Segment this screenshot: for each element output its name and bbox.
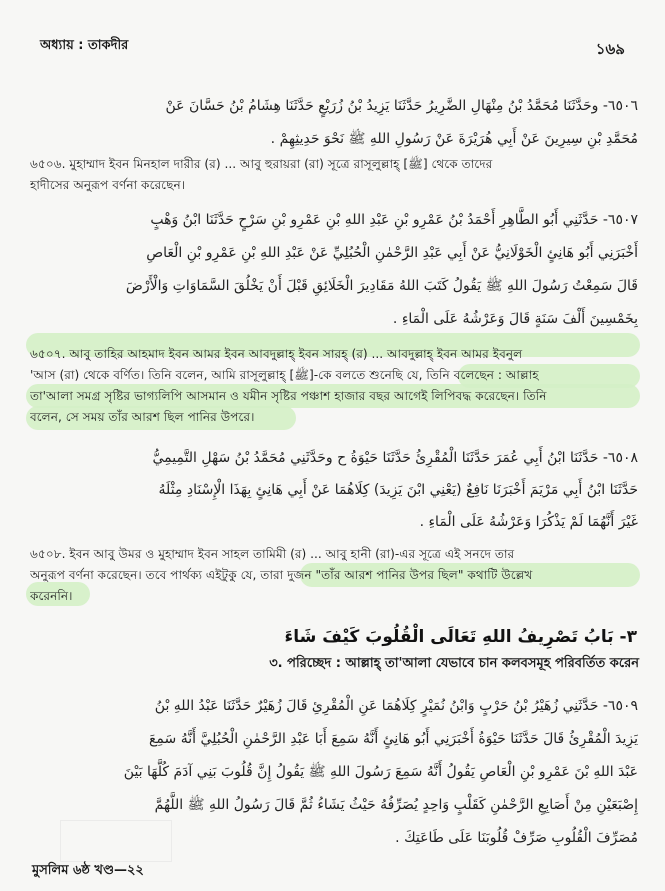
hadith-6506-arabic <box>30 90 638 156</box>
hadith-6507-bengali <box>30 344 642 428</box>
bengali-line: করেননি। <box>30 589 73 603</box>
bengali-line: তা'আলা সমগ্র সৃষ্টির ভাগ্যলিপি আসমান ও যমীন সৃষ্টির পঞ্চাশ হাজার বছর আগেই লিপিবদ্ধ করেছেন। তিনি <box>30 389 547 403</box>
bengali-line: বলেন, সে সময় তাঁর আরশ ছিল পানির উপরে। <box>30 410 255 424</box>
hadith-6507-arabic <box>30 204 638 336</box>
hadith-6508-arabic <box>30 442 638 538</box>
hadith-6506-bengali <box>30 154 642 196</box>
scan-watermark <box>60 820 172 862</box>
bengali-line: ৬৫০৮. ইবন আবু উমর ও মুহাম্মাদ ইবন সাহল তামিমী (র) ... আবু হানী (রা)-এর সূত্রে এই সনদে তার <box>30 547 515 561</box>
page-number: ১৬৯ <box>595 40 625 58</box>
arabic-line: بِخَمْسِينَ أَلْفَ سَنَةٍ قَالَ وَعَرْشُهُ عَلَى الْمَاءِ . <box>392 311 638 327</box>
bengali-line: ৬৫০৭. আবু তাহির আহমাদ ইবন আমর ইবন আবদুল্লাহ্ ইবন সারহ্ (র) ... আবদুল্লাহ্ ইবন আমর ইবনুল <box>30 347 523 361</box>
bengali-line: 'আস (রা) থেকে বর্ণিত। তিনি বলেন, আমি রাসূলুল্লাহ্ [ﷺ]-কে বলতে শুনেছি যে, তিনি বলেছেন : আল্লাহ <box>30 368 539 382</box>
arabic-line: قَالَ سَمِعْتُ رَسُولَ اللهِ ﷺ يَقُولُ كَتَبَ اللهُ مَقَادِيرَ الْخَلَائِقِ قَبْلَ أَنْ يَخْلُقَ السَّمَاوَاتِ وَالْأَرْضَ <box>125 278 638 294</box>
arabic-line: ٦٥٠٧- حَدَّثَنِي أَبُو الطَّاهِرِ أَحْمَدُ بْنُ عَمْرِو بْنِ عَبْدِ اللهِ بْنِ عَمْرِو بْنِ سَرْحٍ حَدَّثَنَا ابْنُ وَهْبٍ <box>150 212 638 228</box>
bengali-line: অনুরূপ বর্ণনা করেছেন। তবে পার্থক্য এইটুকু যে, তারা দুজন "তাঁর আরশ পানির উপর ছিল" কথাটি উল্লেখ <box>30 568 533 582</box>
arabic-line: عَبْدَ اللهِ بْنَ عَمْرِو بْنِ الْعَاصِ يَقُولُ أَنَّهُ سَمِعَ رَسُولَ اللهِ ﷺ يَقُولُ إِنَّ قُلُوبَ بَنِي آدَمَ كُلَّهَا بَيْنَ <box>123 764 638 780</box>
hadith-6508-bengali <box>30 544 642 607</box>
arabic-line: مُصَرِّفَ الْقُلُوبِ صَرِّفْ قُلُوبَنَا عَلَى طَاعَتِكَ . <box>395 830 638 846</box>
arabic-line: إِصْبَعَيْنِ مِنْ أَصَابِعِ الرَّحْمٰنِ كَقَلْبٍ وَاحِدٍ يُصَرِّفُهُ حَيْثُ يَشَاءُ ثُمَّ قَالَ رَسُولُ اللهِ ﷺ اللَّهُمَّ <box>154 797 638 813</box>
arabic-line: ٦٥٠٦- وحَدَّثَنَا مُحَمَّدُ بْنُ مِنْهَالِ الضَّرِيرُ حَدَّثَنَا يَزِيدُ بْنُ زُرَيْعٍ حَدَّثَنَا هِشَامُ بْنُ حَسَّانَ عَنْ <box>165 98 638 114</box>
arabic-line: مُحَمَّدِ بْنِ سِيرِينَ عَنْ أَبِي هُرَيْرَةَ عَنْ رَسُولِ اللهِ ﷺ نَحْوَ حَدِيثِهِمْ . <box>270 131 638 147</box>
chapter-header: অধ্যায় : তাকদীর <box>40 38 129 53</box>
page-footer: মুসলিম ৬ষ্ঠ খণ্ড—২২ <box>32 863 144 878</box>
arabic-line: حَدَّثَنَا ابْنُ أَبِي مَرْيَمَ أَخْبَرَنَا نَافِعٌ (يَعْنِي ابْنَ يَزِيدَ) كِلَاهُمَا عَنْ أَبِي هَانِئٍ بِهَذَا الْإِسْنَادِ مِثْلَهُ <box>158 482 638 498</box>
arabic-line: غَيْرَ أَنَّهُمَا لَمْ يَذْكُرَا وَعَرْشُهُ عَلَى الْمَاءِ . <box>419 514 638 530</box>
chapter-title-arabic: ٣- بَابُ تَصْرِيفُ اللهِ تَعَالَى الْقُلُوبَ كَيْفَ شَاءَ <box>284 627 637 647</box>
bengali-line: হাদীসের অনুরূপ বর্ণনা করেছেন। <box>30 178 186 192</box>
arabic-line: ٦٥٠٨- حَدَّثَنَا ابْنُ أَبِي عُمَرَ حَدَّثَنَا الْمُقْرِئُ حَدَّثَنَا حَيْوَةُ ح وحَدَّثَنِي مُحَمَّدُ بْنُ سَهْلِ التَّمِيمِيُّ <box>152 450 638 466</box>
arabic-line: ٦٥٠٩- حَدَّثَنِي زُهَيْرُ بْنُ حَرْبٍ وَابْنُ نُمَيْرٍ كِلَاهُمَا عَنِ الْمُقْرِئِ قَالَ زُهَيْرٌ حَدَّثَنَا عَبْدُ اللهِ بْنُ <box>154 698 638 714</box>
arabic-line: يَزِيدَ الْمُقْرِئُ قَالَ حَدَّثَنَا حَيْوَةُ أَخْبَرَنِي أَبُو هَانِئٍ أَنَّهُ سَمِعَ أَبَا عَبْدِ الرَّحْمٰنِ الْحُبُلِيَّ أَنَّهُ سَمِعَ <box>148 731 638 747</box>
bengali-line: ৬৫০৬. মুহাম্মাদ ইবন মিনহাল দারীর (র) ... আবু হুরায়রা (রা) সূত্রে রাসূলুল্লাহ্ [ﷺ] থেকে তাদের <box>30 157 493 171</box>
arabic-line: أَخْبَرَنِي أَبُو هَانِئٍ الْخَوْلَانِيُّ عَنْ أَبِي عَبْدِ الرَّحْمٰنِ الْحُبُلِيِّ عَنْ عَبْدِ اللهِ بْنِ عَمْرِو بْنِ الْعَاصِ <box>146 245 638 261</box>
chapter-title-bengali: ৩. পরিচ্ছেদ : আল্লাহ্ তা'আলা যেভাবে চান কলবসমূহ পরিবর্তিত করেন <box>269 656 639 671</box>
